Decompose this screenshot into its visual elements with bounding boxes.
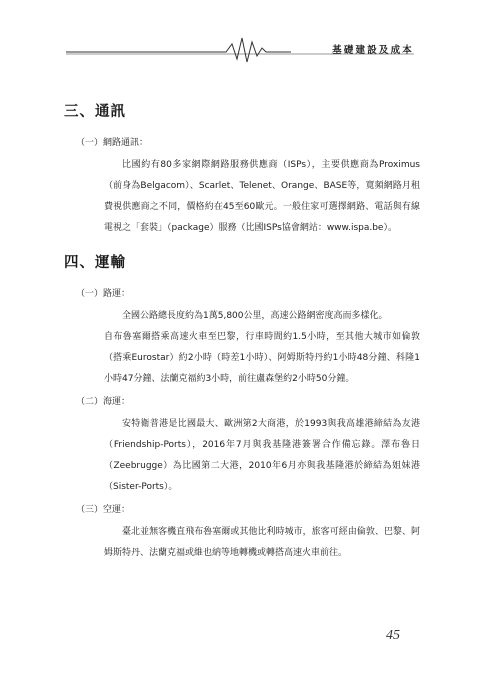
paragraph: 臺北並無客機直飛布魯塞爾或其他比利時城市，旅客可經由倫敦、巴黎、阿姆斯特丹、法蘭克福或維也納等地轉機或轉搭高速火車前往。: [104, 527, 420, 558]
section-transport: [64, 251, 420, 564]
paragraph: 比國約有80多家網際網路服務供應商（ISPs），主要供應商為Proximus（前身為Belgacom）、Scarlet、Telenet、Orange、BASE等，寬頻網路月租費視供應商之不同，價格約在45至60歐元。一般住家可選擇網路、電話與有線電視之「套裝」（package）服務（比國ISPs協會網站：www.ispa.be）。: [104, 160, 420, 233]
section-title: 四、運輸: [64, 254, 126, 271]
page-header: [66, 32, 414, 64]
subsection-title: （二）海運：: [76, 397, 131, 407]
subsection-title: （一）網路通訊：: [76, 138, 149, 148]
document-body: [64, 100, 420, 568]
section-title: 三、通訊: [64, 103, 126, 120]
paragraph: 安特衛普港是比國最大、歐洲第2大商港，於1993與我高雄港締結為友港（Friendship-Ports），2016年7月與我基隆港簽署合作備忘錄。澤布魯日（Zeebrugge）為比國第二大港，2010年6月亦與我基隆港於締結為姐妹港（Sister-Ports）。: [104, 419, 420, 492]
header-title: 基礎建設及成本: [332, 45, 414, 56]
subsection-title: （一）路運：: [76, 289, 131, 299]
subsection-title: （三）空運：: [76, 505, 131, 515]
paragraph: 全國公路總長度約為1萬5,800公里，高速公路網密度高而多樣化。: [122, 311, 388, 321]
page-number: 45: [386, 628, 400, 643]
paragraph: 自布魯塞爾搭乘高速火車至巴黎，行車時間約1.5小時，至其他大城市如倫敦（搭乘Eurostar）約2小時（時差1小時）、阿姆斯特丹約1小時48分鐘、科隆1小時47分鐘、法蘭克福約3小時，前往盧森堡約2小時50分鐘。: [104, 332, 420, 384]
section-communications: [64, 100, 420, 239]
